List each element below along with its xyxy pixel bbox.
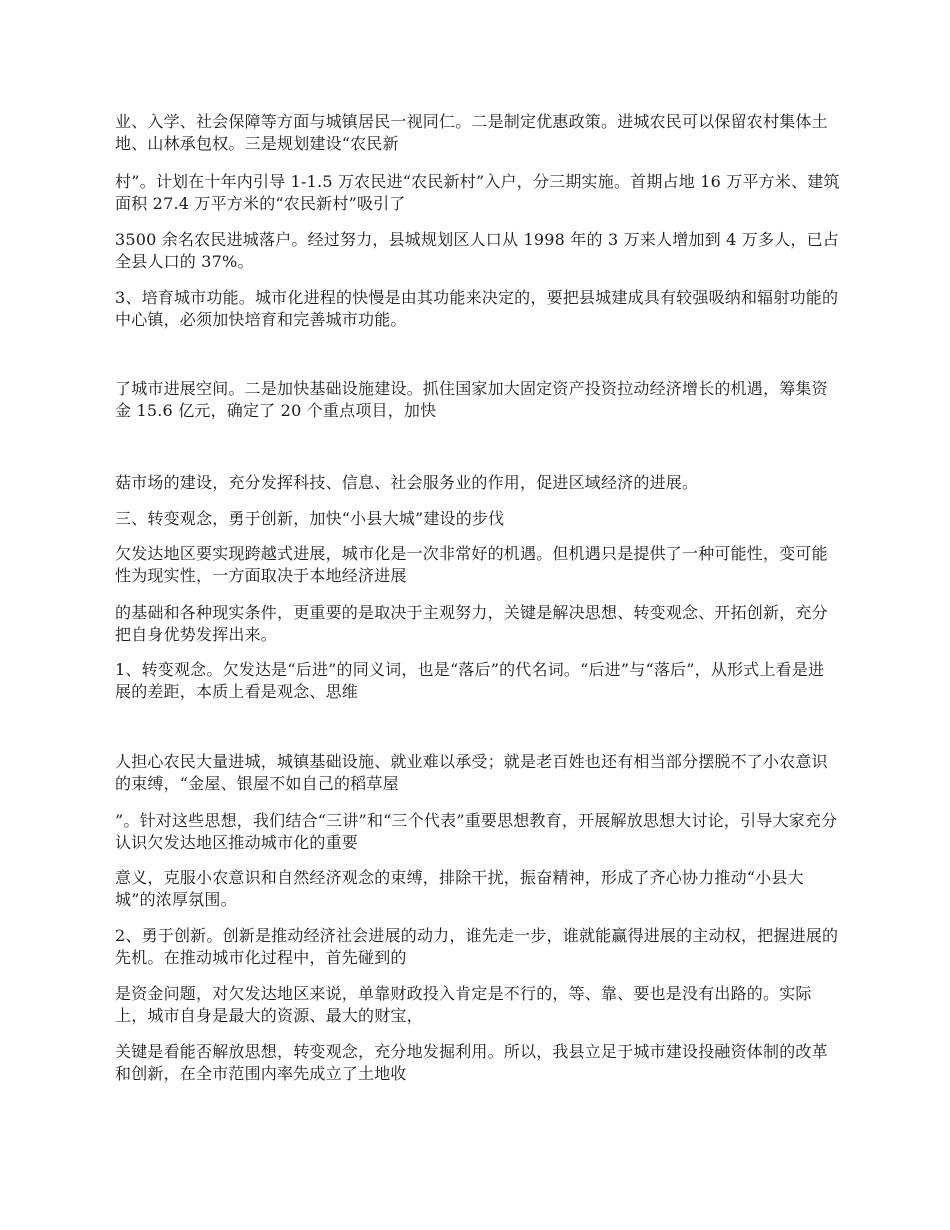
- paragraph-5: 了城市进展空间。二是加快基础设施建设。抓住国家加大固定资产投资拉动经济增长的机遇，筹集资金 15.6 亿元，确定了 20 个重点项目，加快: [115, 379, 828, 420]
- paragraph-8: 的基础和各种现实条件，更重要的是取决于主观努力，关键是解决思想、转变观念、开拓创新，充分把自身优势发挥出来。: [115, 603, 828, 644]
- paragraph-4: 3、培育城市功能。城市化进程的快慢是由其功能来决定的，要把县城建成具有较强吸纳和辐射功能的中心镇，必须加快培育和完善城市功能。: [115, 288, 839, 329]
- paragraph-6: 菇市场的建设，充分发挥科技、信息、社会服务业的作用，促进区域经济的进展。: [115, 473, 699, 492]
- section-heading-3: 三、转变观念，勇于创新，加快“小县大城”建设的步伐: [115, 509, 505, 528]
- paragraph-3: 3500 余名农民进城落户。经过努力，县城规划区人口从 1998 年的 3 万来人增加到 4 万多人，已占全县人口的 37%。: [115, 230, 839, 271]
- paragraph-15: 关键是看能否解放思想，转变观念，充分地发掘利用。所以，我县立足于城市建设投融资体制的改革和创新，在全市范围内率先成立了土地收: [115, 1042, 828, 1083]
- paragraph-10: 人担心农民大量进城，城镇基础设施、就业难以承受；就是老百姓也还有相当部分摆脱不了小农意识的束缚，“金屋、银屋不如自己的稻草屋: [115, 752, 828, 793]
- paragraph-9: 1、转变观念。欠发达是“后进”的同义词，也是“落后”的代名词。“后进”与“落后”，从形式上看是进展的差距，本质上看是观念、思维: [115, 660, 825, 701]
- paragraph-7: 欠发达地区要实现跨越式进展，城市化是一次非常好的机遇。但机遇只是提供了一种可能性，变可能性为现实性，一方面取决于本地经济进展: [115, 544, 828, 585]
- paragraph-1: 业、入学、社会保障等方面与城镇居民一视同仁。二是制定优惠政策。进城农民可以保留农村集体土地、山林承包权。三是规划建设“农民新: [115, 112, 828, 153]
- paragraph-13: 2、勇于创新。创新是推动经济社会进展的动力，谁先走一步，谁就能赢得进展的主动权，把握进展的先机。在推动城市化过程中，首先碰到的: [115, 926, 839, 967]
- paragraph-11: ”。针对这些思想，我们结合“三讲”和“三个代表”重要思想教育，开展解放思想大讨论，引导大家充分认识欠发达地区推动城市化的重要: [115, 811, 838, 852]
- paragraph-14: 是资金问题，对欠发达地区来说，单靠财政投入肯定是不行的，等、靠、要也是没有出路的。实际上，城市自身是最大的资源、最大的财宝，: [115, 984, 812, 1025]
- paragraph-2: 村”。计划在十年内引导 1-1.5 万农民进“农民新村”入户，分三期实施。首期占地 16 万平方米、建筑面积 27.4 万平方米的“农民新村”吸引了: [115, 172, 840, 213]
- paragraph-12: 意义，克服小农意识和自然经济观念的束缚，排除干扰，振奋精神，形成了齐心协力推动“小县大城”的浓厚氛围。: [115, 868, 804, 909]
